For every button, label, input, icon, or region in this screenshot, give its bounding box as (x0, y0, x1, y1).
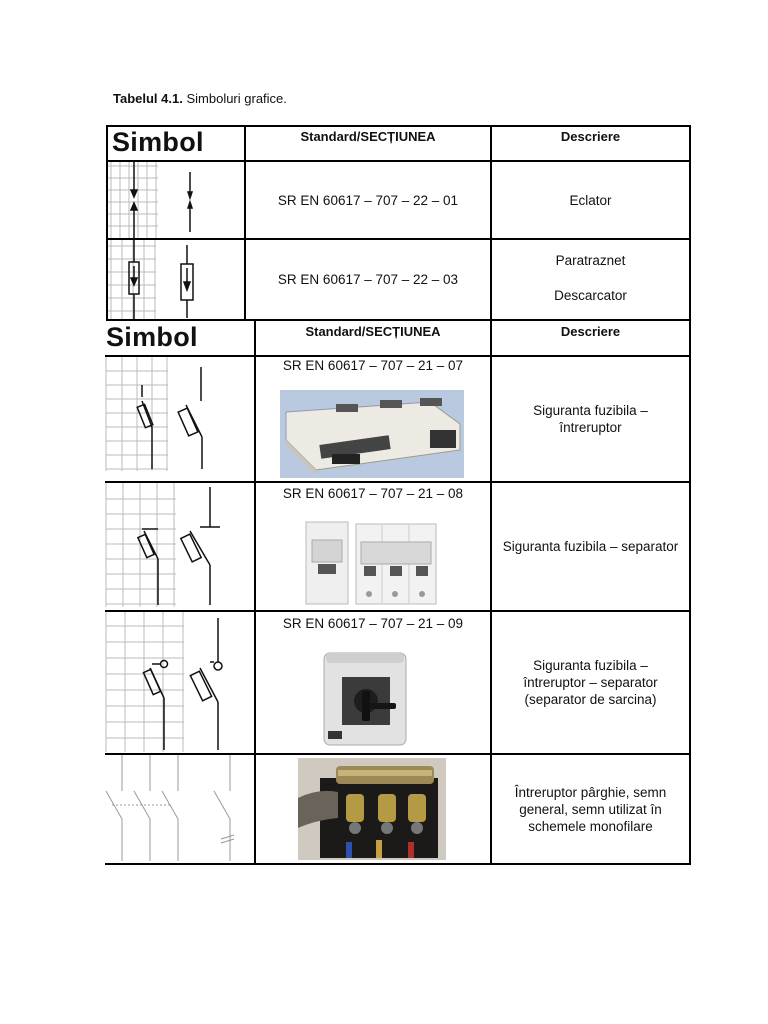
description-line: Siguranta fuzibila – separator (502, 539, 679, 554)
description-line: Întreruptor pârghie, semn (514, 784, 667, 800)
description-line: Siguranta fuzibila – (533, 658, 648, 673)
header-standard: Standard/SECȚIUNEA (305, 323, 441, 339)
description-line: Siguranta fuzibila – (533, 403, 648, 418)
header-simbol: Simbol (106, 322, 198, 352)
standard-cell: SR EN 60617 – 707 – 21 – 09 (282, 616, 464, 631)
standard-cell: SR EN 60617 – 707 – 22 – 03 (277, 272, 459, 287)
spark-gap-icon (108, 162, 243, 238)
standard-cell: SR EN 60617 – 707 – 21 – 08 (282, 486, 464, 501)
description-cell (492, 755, 689, 863)
header-standard: Standard/SECȚIUNEA (300, 128, 436, 144)
description-line: Eclator (569, 192, 612, 208)
standard-cell: SR EN 60617 – 707 – 22 – 01 (277, 192, 459, 208)
description-line: întreruptor (559, 420, 622, 435)
knife-switch-icon (106, 755, 253, 863)
knife-switch-photo (298, 758, 446, 860)
description-cell (492, 483, 689, 610)
fuse-switch-photo (280, 390, 464, 478)
header-descriere: Descriere (560, 323, 621, 339)
fuse-disconnector-photo (304, 518, 438, 606)
caption-text: Simboluri grafice. (186, 91, 287, 106)
header-descriere: Descriere (560, 128, 621, 144)
description-line: schemele monofilare (528, 818, 653, 834)
standard-cell: SR EN 60617 – 707 – 21 – 07 (282, 358, 464, 373)
fuse-disconnector-icon (106, 483, 253, 610)
load-switch-photo (322, 651, 408, 747)
description-line: întreruptor – separator (523, 675, 658, 690)
fuse-switch-icon (106, 357, 253, 481)
caption-label: Tabelul 4.1. (113, 91, 183, 106)
description-line: general, semn utilizat în (519, 801, 662, 817)
description-line: (separator de sarcina) (524, 692, 657, 707)
description-line: Paratraznet (555, 253, 626, 268)
description-cell (492, 357, 689, 481)
description-cell (492, 162, 689, 238)
description-cell (492, 252, 689, 319)
table-caption (113, 91, 287, 106)
header-simbol: Simbol (112, 127, 204, 157)
surge-arrester-icon (108, 240, 243, 319)
description-line: Descarcator (554, 288, 627, 303)
description-cell (492, 612, 689, 753)
fuse-switch-disconnector-icon (106, 612, 253, 753)
